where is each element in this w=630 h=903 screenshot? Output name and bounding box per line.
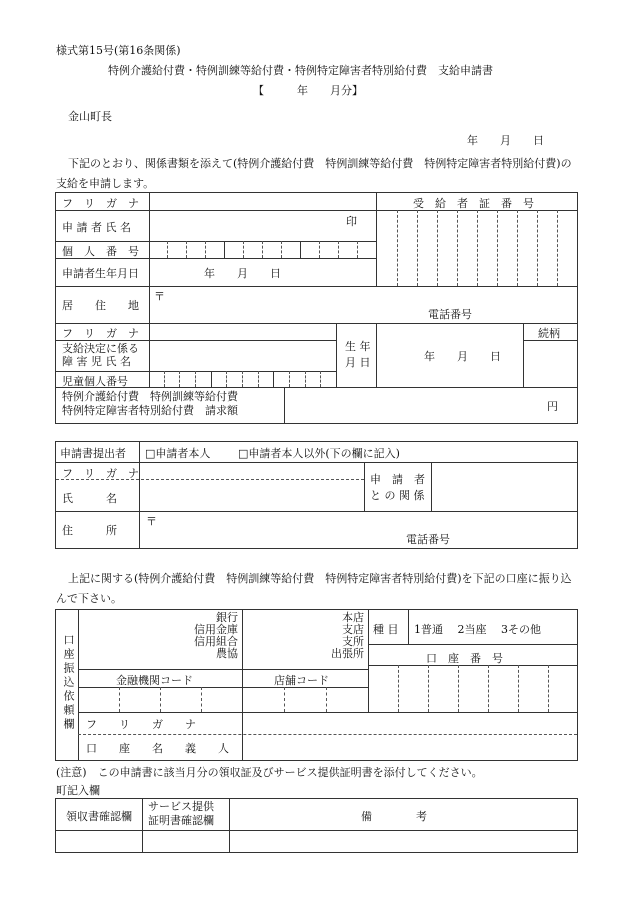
account-number-label: 口 座 番 号 bbox=[426, 652, 503, 665]
service-check-label: サービス提供 証明書確認欄 bbox=[148, 800, 214, 827]
branch-code-label: 店舗コード bbox=[274, 674, 329, 687]
personal-number-label: 個 人 番 号 bbox=[62, 245, 139, 258]
child-furigana-label: フ リ ガ ナ bbox=[62, 327, 139, 340]
option-self-checkbox[interactable]: □申請者本人 bbox=[145, 447, 211, 460]
inst-code-label: 金融機関コード bbox=[116, 674, 193, 687]
form-number: 様式第15号(第16条関係) bbox=[56, 44, 181, 57]
personal-number-cells[interactable] bbox=[149, 241, 376, 258]
birthdate-label: 申請者生年月日 bbox=[62, 267, 139, 280]
seal-mark: 印 bbox=[346, 215, 357, 228]
inst-types: 銀行 信用金庫 信用組合 農協 bbox=[194, 611, 238, 660]
submitter-name-label: 氏 名 bbox=[62, 492, 117, 505]
submitter-table bbox=[55, 441, 578, 549]
relation-input[interactable] bbox=[432, 463, 577, 510]
applicant-furigana-input[interactable] bbox=[149, 195, 376, 209]
kind-options[interactable]: 1普通 2当座 3その他 bbox=[414, 623, 541, 636]
bank-table bbox=[55, 609, 578, 761]
applicant-name-label: 申 請 者 氏 名 bbox=[62, 221, 131, 234]
yen-label: 円 bbox=[547, 400, 558, 413]
holder-furigana-label: フ リ ガ ナ bbox=[86, 718, 196, 731]
remarks-label: 備 考 bbox=[361, 810, 427, 823]
submitter-phone-label: 電話番号 bbox=[406, 533, 450, 546]
note-text: (注意) この申請書に該当月分の領収証及びサービス提供証明書を添付してください。 bbox=[56, 766, 483, 779]
branch-types: 本店 支店 支所 出張所 bbox=[331, 611, 364, 660]
child-birth-label: 生 年 月 日 bbox=[345, 340, 371, 369]
period: 【 年 月分】 bbox=[253, 84, 363, 97]
submitter-postal-mark: 〒 bbox=[146, 515, 157, 528]
submitter-furigana-label: フ リ ガ ナ bbox=[62, 467, 139, 480]
receipt-check-label: 領収書確認欄 bbox=[66, 810, 132, 823]
applicant-table bbox=[55, 192, 578, 424]
form-title: 特例介護給付費・特例訓練等給付費・特例特定障害者特別給付費 支給申請書 bbox=[108, 64, 493, 77]
holder-label: 口 座 名 義 人 bbox=[86, 742, 229, 755]
holder-furigana-input[interactable] bbox=[243, 713, 577, 733]
bank-side-label: 口座振込依頼欄 bbox=[62, 634, 75, 732]
office-table bbox=[55, 798, 578, 853]
service-check-input[interactable] bbox=[143, 831, 228, 851]
postal-mark: 〒 bbox=[154, 290, 165, 303]
holder-name-input[interactable] bbox=[243, 735, 577, 760]
child-number-cells[interactable] bbox=[149, 371, 336, 387]
relation-to-applicant-label: 申 請 者 と の 関 係 bbox=[370, 473, 425, 502]
cert-number-label: 受 給 者 証 番 号 bbox=[413, 197, 534, 210]
child-number-label: 児童個人番号 bbox=[62, 375, 128, 388]
child-birth-value[interactable]: 年 月 日 bbox=[424, 350, 501, 363]
relation-label: 続柄 bbox=[538, 327, 560, 340]
receipt-check-input[interactable] bbox=[57, 831, 141, 851]
addressee: 金山町長 bbox=[68, 110, 112, 123]
submitter-label: 申請書提出者 bbox=[60, 447, 126, 460]
claim-amount-label: 特例介護給付費 特例訓練等給付費 特例特定障害者特別給付費 請求額 bbox=[62, 390, 238, 417]
furigana-label: フ リ ガ ナ bbox=[62, 197, 139, 210]
application-date: 年 月 日 bbox=[467, 134, 544, 147]
address-label: 居 住 地 bbox=[62, 299, 139, 312]
submitter-address-label: 住 所 bbox=[62, 524, 117, 537]
office-section-title: 町記入欄 bbox=[56, 784, 100, 797]
submitter-furigana-input[interactable] bbox=[140, 463, 364, 478]
remarks-input[interactable] bbox=[230, 831, 576, 851]
child-name-label: 支給決定に係る 障 害 児 氏 名 bbox=[62, 342, 139, 368]
phone-label: 電話番号 bbox=[428, 308, 472, 321]
claim-amount-input[interactable] bbox=[284, 388, 577, 423]
birthdate-value[interactable]: 年 月 日 bbox=[204, 267, 281, 280]
bank-intro-text: 上記に関する(特例介護給付費 特例訓練等給付費 特例特定障害者特別給付費)を下記の口座に振り込んで下さい。 bbox=[56, 572, 572, 605]
applicant-name-input[interactable] bbox=[149, 211, 376, 240]
kind-label: 種 目 bbox=[373, 623, 399, 636]
intro-text: 下記のとおり、関係書類を添えて(特例介護給付費 特例訓練等給付費 特例特定障害者特別給付費)の支給を申請します。 bbox=[56, 157, 572, 190]
option-other-checkbox[interactable]: □申請者本人以外(下の欄に記入) bbox=[238, 447, 400, 460]
submitter-name-input[interactable] bbox=[140, 480, 364, 510]
